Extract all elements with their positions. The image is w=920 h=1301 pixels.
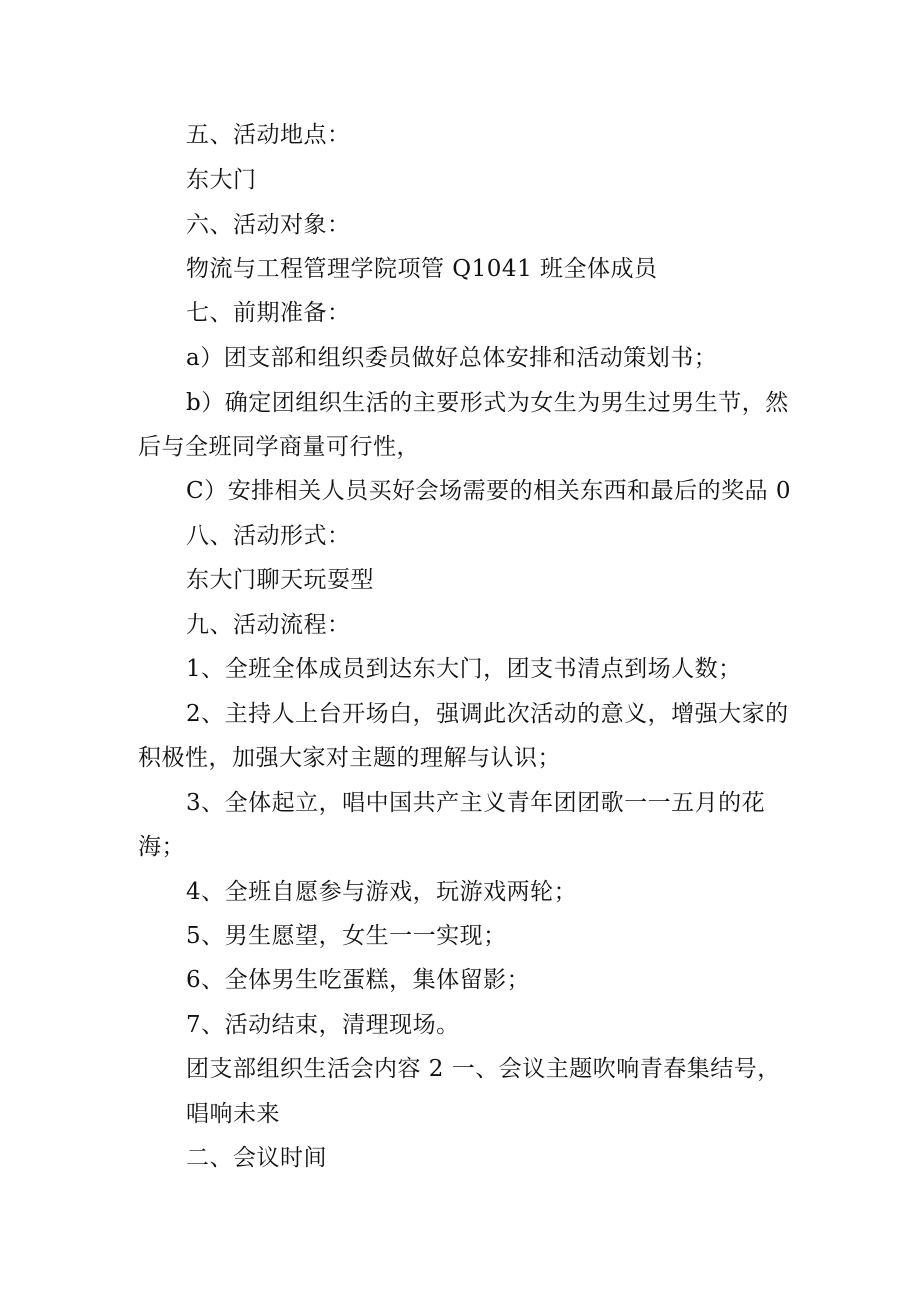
text-section-2-title-cont: 唱响未来 (186, 1101, 280, 1127)
text-process-7: 7、活动结束，清理现场。 (186, 1012, 460, 1038)
text-preparation-a: a）团支部和组织委员做好总体安排和活动策划书； (186, 345, 718, 371)
text-process-3: 3、全体起立，唱中国共产主义青年团团歌一一五月的花 (186, 790, 766, 816)
text-target-value: 物流与工程管理学院项管 Q1041 班全体成员 (186, 256, 658, 282)
text-process-4: 4、全班自愿参与游戏，玩游戏两轮； (186, 879, 578, 905)
heading-activity-target: 六、活动对象： (186, 212, 351, 238)
text-process-2: 2、主持人上台开场白，强调此次活动的意义，增强大家的 (186, 701, 789, 727)
text-process-6: 6、全体男生吃蛋糕，集体留影； (186, 967, 531, 993)
text-form-value: 东大门聊天玩耍型 (186, 567, 374, 593)
heading-preparation: 七、前期准备： (186, 300, 351, 326)
heading-activity-form: 八、活动形式： (186, 523, 351, 549)
text-preparation-b-cont: 后与全班同学商量可行性， (138, 434, 420, 460)
text-process-1: 1、全班全体成员到达东大门，团支书清点到场人数； (186, 656, 742, 682)
text-process-5: 5、男生愿望，女生一一实现； (186, 923, 507, 949)
text-location-value: 东大门 (186, 167, 257, 193)
text-preparation-b: b）确定团组织生活的主要形式为女生为男生过男生节，然 (186, 390, 789, 416)
heading-activity-location: 五、活动地点： (186, 122, 351, 148)
text-section-2-title: 团支部组织生活会内容 2 一、会议主题吹响青春集结号， (186, 1056, 781, 1082)
text-process-3-cont: 海； (138, 834, 185, 860)
heading-activity-process: 九、活动流程： (186, 612, 351, 638)
heading-meeting-time: 二、会议时间 (186, 1145, 327, 1171)
text-preparation-c: C）安排相关人员买好会场需要的相关东西和最后的奖品 0 (186, 478, 792, 504)
text-process-2-cont: 积极性，加强大家对主题的理解与认识； (138, 745, 561, 771)
